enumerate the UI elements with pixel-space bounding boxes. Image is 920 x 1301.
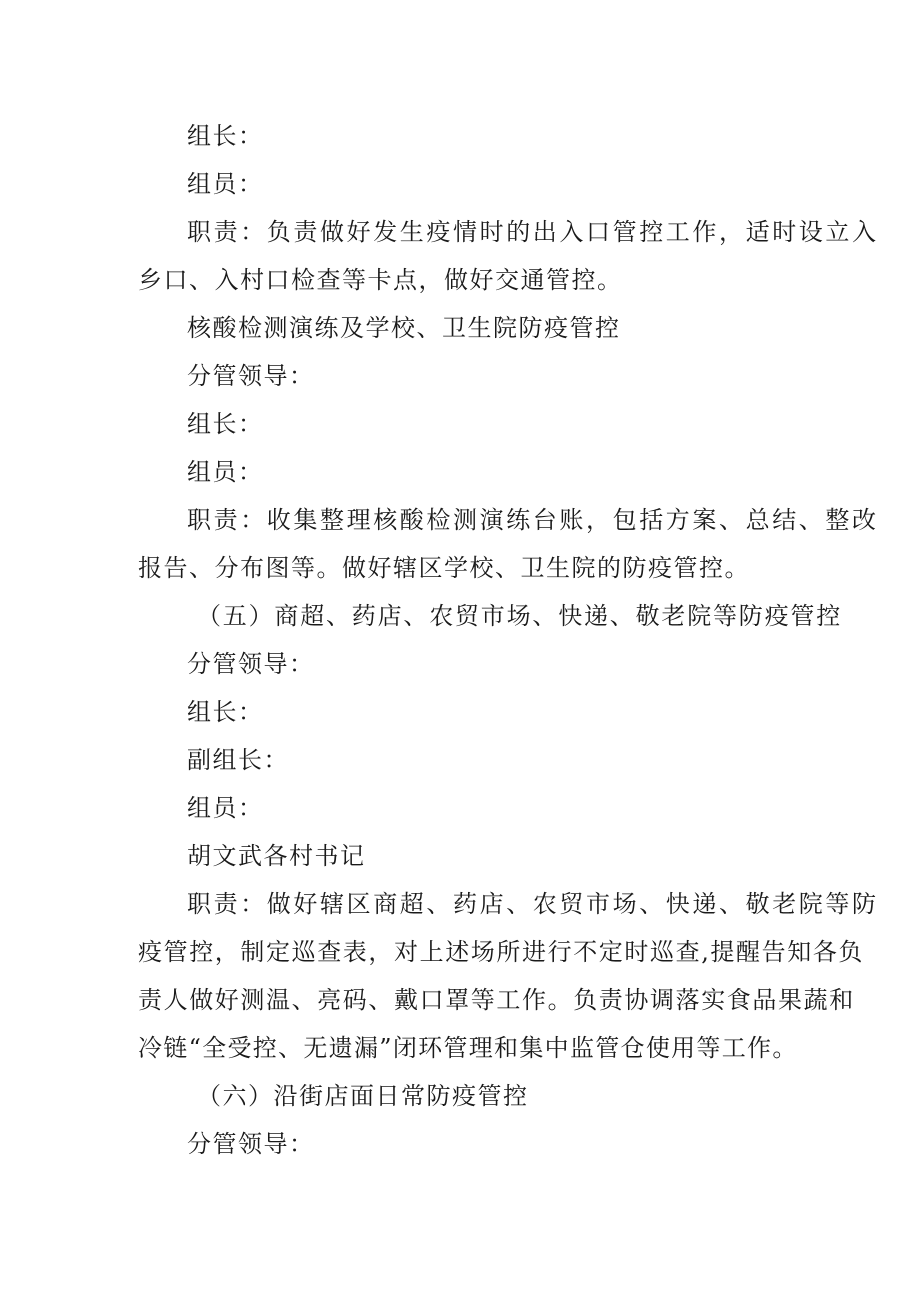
text-line-supervisor-1: 分管领导：	[187, 362, 315, 390]
text-line-duties-1b: 乡口、入村口检查等卡点，做好交通管控。	[138, 266, 623, 294]
text-line-duties-2a: 职责：收集整理核酸检测演练台账，包括方案、总结、整改	[187, 506, 879, 534]
text-line-duties-3b: 疫管控，制定巡查表，对上述场所进行不定时巡查,提醒告知各负	[138, 938, 865, 966]
section-heading-five: （五）商超、药店、农贸市场、快递、敬老院等防疫管控	[197, 602, 842, 630]
section-heading-nucleic-acid: 核酸检测演练及学校、卫生院防疫管控	[187, 314, 621, 342]
text-line-duties-1a: 职责：负责做好发生疫情时的出入口管控工作，适时设立入	[187, 218, 879, 246]
text-line-deputy-leader: 副组长：	[187, 746, 289, 774]
text-line-member-names: 胡文武各村书记	[187, 842, 366, 870]
text-line-group-leader-3: 组长：	[187, 698, 264, 726]
text-line-duties-2b: 报告、分布图等。做好辖区学校、卫生院的防疫管控。	[138, 554, 750, 582]
text-line-duties-3a: 职责：做好辖区商超、药店、农贸市场、快递、敬老院等防	[187, 890, 879, 918]
text-line-duties-3c: 责人做好测温、亮码、戴口罩等工作。负责协调落实食品果蔬和	[138, 986, 855, 1014]
text-line-duties-3d: 冷链“全受控、无遗漏”闭环管理和集中监管仓使用等工作。	[138, 1034, 798, 1062]
section-heading-six: （六）沿街店面日常防疫管控	[197, 1082, 529, 1110]
text-line-group-members-2: 组员：	[187, 458, 264, 486]
text-line-supervisor-3: 分管领导：	[187, 1130, 315, 1158]
text-line-supervisor-2: 分管领导：	[187, 650, 315, 678]
text-line-group-leader-2: 组长：	[187, 410, 264, 438]
text-line-group-members-3: 组员：	[187, 794, 264, 822]
text-line-group-members-1: 组员：	[187, 170, 264, 198]
text-line-group-leader-1: 组长：	[187, 122, 264, 150]
